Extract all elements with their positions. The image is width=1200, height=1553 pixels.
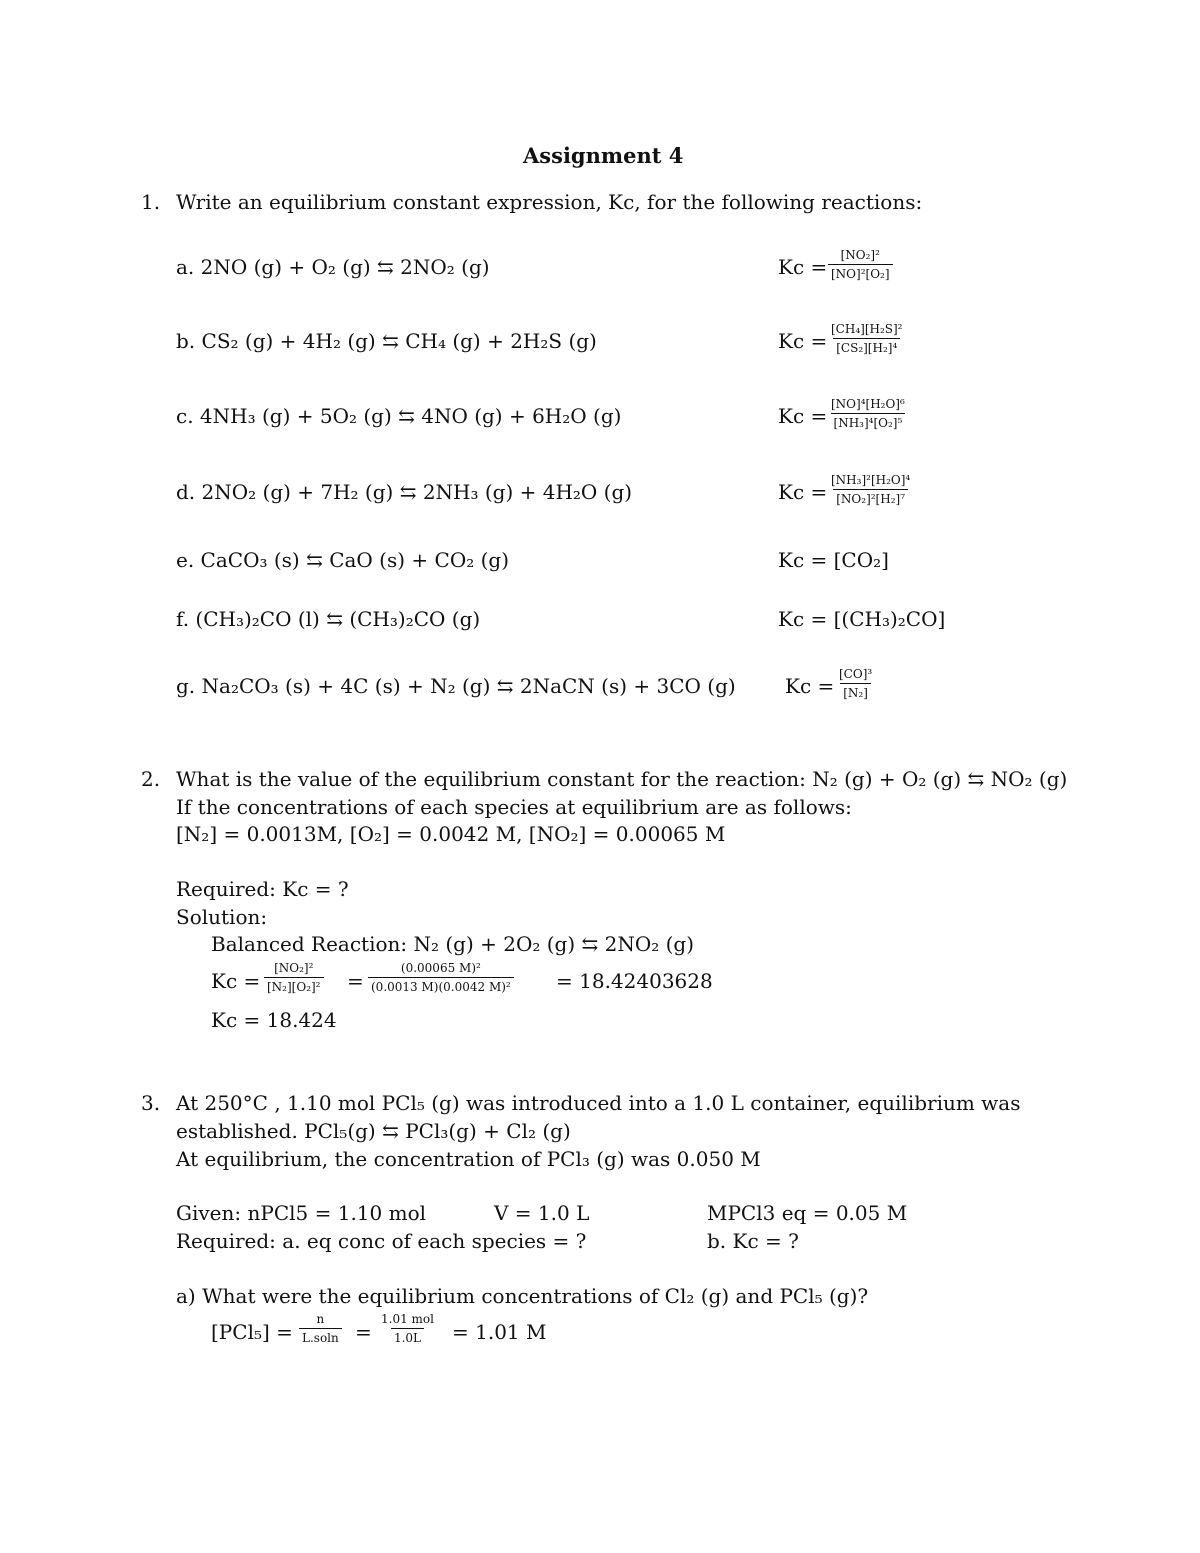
q1-kc-a-fraction — [828, 248, 893, 281]
fraction-numerator: n — [316, 1312, 325, 1326]
q3-given-moles: Given: nPCl5 = 1.10 mol — [176, 1201, 427, 1225]
fraction-denominator: L.soln — [299, 1328, 342, 1345]
q2-kc-prefix: Kc = — [211, 969, 261, 993]
fraction-denominator: 1.0L — [391, 1328, 424, 1345]
q3-pcl5-result: = 1.01 M — [452, 1320, 547, 1344]
q1-number: 1. — [141, 190, 161, 214]
q1-kc-d-fraction — [828, 473, 913, 506]
fraction-denominator: [N₂][O₂]² — [264, 977, 324, 994]
q3-required-a: Required: a. eq conc of each species = ? — [176, 1229, 587, 1253]
q3-line3: At equilibrium, the concentration of PCl₃ (g) was 0.050 M — [176, 1147, 761, 1171]
q1-kc-e: Kc = [CO₂] — [778, 548, 889, 572]
fraction-denominator: [NO]²[O₂] — [828, 264, 893, 281]
q2-line2: If the concentrations of each species at equilibrium are as follows: — [176, 795, 852, 819]
q3-line1: At 250°C , 1.10 mol PCl₅ (g) was introduced into a 1.0 L container, equilibrium was — [176, 1091, 1021, 1115]
q2-line3: [N₂] = 0.0013M, [O₂] = 0.0042 M, [NO₂] = 0.00065 M — [176, 822, 726, 846]
q3-required-b: b. Kc = ? — [707, 1229, 799, 1253]
q1-kc-c-fraction — [828, 397, 908, 430]
q3-part-a: a) What were the equilibrium concentrations of Cl₂ (g) and PCl₅ (g)? — [176, 1284, 869, 1308]
q3-given-volume: V = 1.0 L — [494, 1201, 590, 1225]
fraction-numerator: (0.00065 M)² — [400, 961, 481, 975]
q1-kc-b-fraction — [828, 322, 906, 355]
q1-kc-d-prefix: Kc = — [778, 480, 828, 504]
q2-line1: What is the value of the equilibrium constant for the reaction: N₂ (g) + O₂ (g) ⇆ NO₂ (g) — [176, 767, 1068, 791]
fraction-numerator: [NO₂]² — [274, 961, 314, 975]
q2-equals-sign: = — [347, 969, 364, 993]
fraction-denominator: [NO₂]²[H₂]⁷ — [833, 489, 908, 506]
q1-kc-g-fraction — [836, 667, 875, 700]
fraction-denominator: [CS₂][H₂]⁴ — [833, 338, 900, 355]
q1-reaction-f: f. (CH₃)₂CO (l) ⇆ (CH₃)₂CO (g) — [176, 607, 481, 631]
fraction-numerator: [NH₃]²[H₂O]⁴ — [831, 473, 911, 487]
q2-number: 2. — [141, 767, 161, 791]
q3-given-molarity: MPCl3 eq = 0.05 M — [707, 1201, 908, 1225]
q2-kc-result: = 18.42403628 — [556, 969, 713, 993]
q1-reaction-b: b. CS₂ (g) + 4H₂ (g) ⇆ CH₄ (g) + 2H₂S (g) — [176, 329, 597, 353]
q3-pcl5-fraction-numeric — [378, 1312, 437, 1345]
q2-kc-fraction-symbolic — [264, 961, 324, 994]
q2-kc-final: Kc = 18.424 — [211, 1008, 337, 1032]
fraction-numerator: [NO]⁴[H₂O]⁶ — [831, 397, 905, 411]
q2-solution-label: Solution: — [176, 905, 268, 929]
q2-required: Required: Kc = ? — [176, 877, 349, 901]
q1-prompt: Write an equilibrium constant expression, Kc, for the following reactions: — [176, 190, 923, 214]
fraction-numerator: [CO]³ — [839, 667, 873, 681]
q1-reaction-d: d. 2NO₂ (g) + 7H₂ (g) ⇆ 2NH₃ (g) + 4H₂O (g) — [176, 480, 633, 504]
fraction-denominator: [NH₃]⁴[O₂]⁵ — [831, 413, 906, 430]
q3-pcl5-fraction-symbolic — [299, 1312, 342, 1345]
q3-pcl5-prefix: [PCl₅] = — [211, 1320, 293, 1344]
fraction-numerator: 1.01 mol — [381, 1312, 434, 1326]
q1-kc-b-prefix: Kc = — [778, 329, 828, 353]
q1-reaction-e: e. CaCO₃ (s) ⇆ CaO (s) + CO₂ (g) — [176, 548, 509, 572]
q3-number: 3. — [141, 1091, 161, 1115]
fraction-denominator: [N₂] — [840, 683, 871, 700]
q1-kc-g-prefix: Kc = — [785, 674, 835, 698]
fraction-numerator: [CH₄][H₂S]² — [831, 322, 903, 336]
q1-reaction-a: a. 2NO (g) + O₂ (g) ⇆ 2NO₂ (g) — [176, 255, 490, 279]
q1-kc-c-prefix: Kc = — [778, 404, 828, 428]
q1-reaction-g: g. Na₂CO₃ (s) + 4C (s) + N₂ (g) ⇆ 2NaCN (s) + 3CO (g) — [176, 674, 736, 698]
q3-line2: established. PCl₅(g) ⇆ PCl₃(g) + Cl₂ (g) — [176, 1119, 571, 1143]
q1-kc-a-prefix: Kc = — [778, 255, 828, 279]
q2-kc-fraction-numeric — [368, 961, 514, 994]
fraction-numerator: [NO₂]² — [840, 248, 880, 262]
q1-reaction-c: c. 4NH₃ (g) + 5O₂ (g) ⇆ 4NO (g) + 6H₂O (g) — [176, 404, 622, 428]
q2-balanced-reaction: Balanced Reaction: N₂ (g) + 2O₂ (g) ⇆ 2NO₂ (g) — [211, 932, 695, 956]
q1-kc-f: Kc = [(CH₃)₂CO] — [778, 607, 946, 631]
q3-equals-sign: = — [355, 1320, 372, 1344]
fraction-denominator: (0.0013 M)(0.0042 M)² — [368, 977, 514, 994]
page-title: Assignment 4 — [523, 143, 684, 168]
